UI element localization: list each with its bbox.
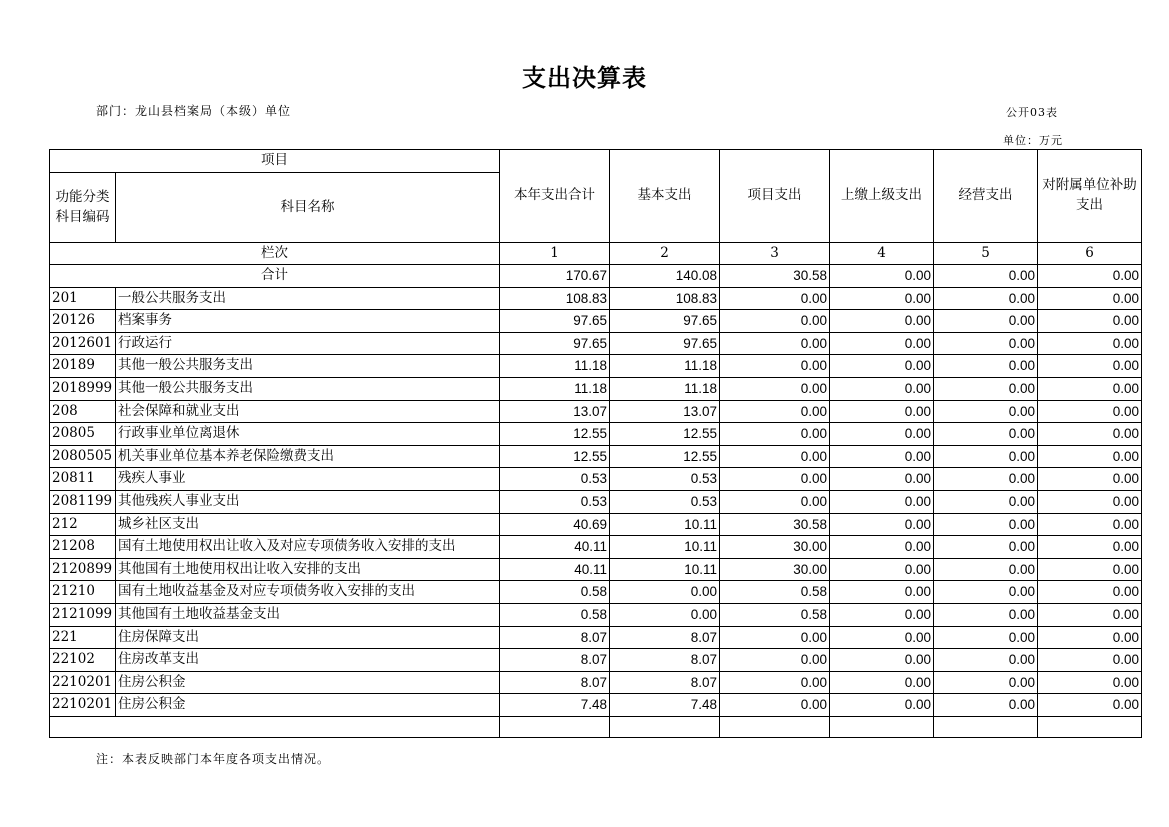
- subject-name: 机关事业单位基本养老保险缴费支出: [116, 445, 500, 468]
- amount-cell: 0.00: [934, 649, 1038, 672]
- amount-cell: 0.00: [830, 400, 934, 423]
- amount-cell: 0.00: [1038, 603, 1142, 626]
- amount-cell: 0.00: [720, 671, 830, 694]
- subject-name: 其他一般公共服务支出: [116, 355, 500, 378]
- amount-cell: 0.00: [830, 558, 934, 581]
- subject-name: 行政运行: [116, 332, 500, 355]
- amount-cell: 13.07: [500, 400, 610, 423]
- amount-cell: 0.00: [934, 310, 1038, 333]
- table-row: [50, 694, 1142, 717]
- amount-cell: 7.48: [610, 694, 720, 717]
- amount-cell: 0.00: [1038, 671, 1142, 694]
- amount-cell: 0.00: [1038, 423, 1142, 446]
- amount-cell: 0.00: [1038, 694, 1142, 717]
- col-subsidy-header: 对附属单位补助支出: [1038, 150, 1142, 243]
- amount-cell: 0.58: [500, 581, 610, 604]
- amount-cell: 0.00: [934, 626, 1038, 649]
- total-value: 0.00: [1038, 265, 1142, 288]
- col-business-header: 经营支出: [934, 150, 1038, 243]
- table-row: [50, 490, 1142, 513]
- amount-cell: 0.00: [830, 355, 934, 378]
- amount-cell: 0.00: [934, 558, 1038, 581]
- amount-cell: 0.53: [500, 468, 610, 491]
- subject-code: 201: [50, 287, 116, 310]
- amount-cell: 0.58: [720, 603, 830, 626]
- amount-cell: 0.00: [1038, 287, 1142, 310]
- amount-cell: 13.07: [610, 400, 720, 423]
- amount-cell: 8.07: [500, 626, 610, 649]
- table-row: [50, 513, 1142, 536]
- subject-code: 2018999: [50, 377, 116, 400]
- col-remit-header: 上缴上级支出: [830, 150, 934, 243]
- amount-cell: 0.00: [934, 513, 1038, 536]
- amount-cell: 7.48: [500, 694, 610, 717]
- empty-cell: [500, 716, 610, 737]
- table-row: [50, 581, 1142, 604]
- subject-code: 2012601: [50, 332, 116, 355]
- col-basic-header: 基本支出: [610, 150, 720, 243]
- table-row: [50, 377, 1142, 400]
- col-index: 2: [610, 243, 720, 265]
- col-index: 6: [1038, 243, 1142, 265]
- subject-name: 国有土地使用权出让收入及对应专项债务收入安排的支出: [116, 536, 500, 559]
- amount-cell: 0.00: [830, 445, 934, 468]
- func-code-header: 功能分类科目编码: [50, 173, 116, 243]
- col-index: 1: [500, 243, 610, 265]
- amount-cell: 8.07: [500, 649, 610, 672]
- amount-cell: 0.00: [830, 287, 934, 310]
- form-number: 公开03表: [1006, 106, 1058, 119]
- total-value: 170.67: [500, 265, 610, 288]
- subject-name: 城乡社区支出: [116, 513, 500, 536]
- amount-cell: 0.00: [830, 536, 934, 559]
- table-row: [50, 445, 1142, 468]
- amount-cell: 40.69: [500, 513, 610, 536]
- subject-name: 其他国有土地使用权出让收入安排的支出: [116, 558, 500, 581]
- subject-name: 国有土地收益基金及对应专项债务收入安排的支出: [116, 581, 500, 604]
- amount-cell: 0.00: [1038, 400, 1142, 423]
- subject-code: 2210201: [50, 671, 116, 694]
- col-total-header: 本年支出合计: [500, 150, 610, 243]
- amount-cell: 0.00: [830, 468, 934, 491]
- table-row: [50, 558, 1142, 581]
- amount-cell: 0.00: [934, 445, 1038, 468]
- total-value: 0.00: [934, 265, 1038, 288]
- empty-cell: [50, 716, 500, 737]
- table-row: [50, 603, 1142, 626]
- amount-cell: 40.11: [500, 536, 610, 559]
- amount-cell: 10.11: [610, 536, 720, 559]
- amount-cell: 12.55: [610, 423, 720, 446]
- amount-cell: 0.00: [720, 694, 830, 717]
- amount-cell: 0.00: [1038, 626, 1142, 649]
- table-row: [50, 355, 1142, 378]
- subject-name: 行政事业单位离退休: [116, 423, 500, 446]
- amount-cell: 0.53: [500, 490, 610, 513]
- amount-cell: 0.53: [610, 468, 720, 491]
- subject-name: 档案事务: [116, 310, 500, 333]
- amount-cell: 0.00: [830, 310, 934, 333]
- subject-code: 212: [50, 513, 116, 536]
- amount-cell: 12.55: [500, 423, 610, 446]
- subject-name: 住房改革支出: [116, 649, 500, 672]
- subject-code: 2121099: [50, 603, 116, 626]
- amount-cell: 0.00: [1038, 558, 1142, 581]
- total-row: [50, 265, 1142, 288]
- subject-code: 2210201: [50, 694, 116, 717]
- amount-cell: 0.00: [830, 671, 934, 694]
- table-row: [50, 649, 1142, 672]
- amount-cell: 0.00: [830, 490, 934, 513]
- amount-cell: 0.00: [934, 603, 1038, 626]
- amount-cell: 0.00: [934, 671, 1038, 694]
- amount-cell: 10.11: [610, 558, 720, 581]
- page-title: 支出决算表: [522, 64, 647, 92]
- unit-label: 单位：万元: [1003, 134, 1063, 147]
- amount-cell: 0.00: [830, 423, 934, 446]
- col-index: 3: [720, 243, 830, 265]
- subject-code: 20805: [50, 423, 116, 446]
- amount-cell: 0.00: [1038, 513, 1142, 536]
- amount-cell: 97.65: [500, 310, 610, 333]
- subject-code: 2081199: [50, 490, 116, 513]
- amount-cell: 0.00: [1038, 581, 1142, 604]
- amount-cell: 97.65: [610, 332, 720, 355]
- table-row: [50, 626, 1142, 649]
- amount-cell: 12.55: [500, 445, 610, 468]
- col-project-header: 项目支出: [720, 150, 830, 243]
- amount-cell: 0.00: [830, 649, 934, 672]
- amount-cell: 0.00: [1038, 355, 1142, 378]
- table-row: [50, 310, 1142, 333]
- amount-cell: 8.07: [610, 626, 720, 649]
- amount-cell: 0.00: [830, 513, 934, 536]
- amount-cell: 97.65: [610, 310, 720, 333]
- amount-cell: 0.58: [500, 603, 610, 626]
- subject-name: 住房公积金: [116, 694, 500, 717]
- total-value: 30.58: [720, 265, 830, 288]
- amount-cell: 0.00: [934, 332, 1038, 355]
- amount-cell: 0.00: [720, 400, 830, 423]
- subject-name: 住房保障支出: [116, 626, 500, 649]
- amount-cell: 10.11: [610, 513, 720, 536]
- amount-cell: 0.00: [1038, 310, 1142, 333]
- amount-cell: 0.00: [830, 603, 934, 626]
- amount-cell: 0.00: [720, 468, 830, 491]
- amount-cell: 0.00: [1038, 332, 1142, 355]
- col-index: 5: [934, 243, 1038, 265]
- amount-cell: 0.58: [720, 581, 830, 604]
- empty-cell: [1038, 716, 1142, 737]
- subject-code: 21210: [50, 581, 116, 604]
- total-value: 140.08: [610, 265, 720, 288]
- amount-cell: 11.18: [610, 355, 720, 378]
- amount-cell: 0.00: [1038, 445, 1142, 468]
- amount-cell: 0.00: [1038, 377, 1142, 400]
- amount-cell: 30.00: [720, 536, 830, 559]
- subject-code: 20811: [50, 468, 116, 491]
- amount-cell: 0.00: [720, 649, 830, 672]
- amount-cell: 12.55: [610, 445, 720, 468]
- amount-cell: 0.00: [720, 310, 830, 333]
- amount-cell: 0.00: [830, 694, 934, 717]
- subject-name: 一般公共服务支出: [116, 287, 500, 310]
- amount-cell: 0.00: [720, 490, 830, 513]
- amount-cell: 0.00: [720, 377, 830, 400]
- amount-cell: 0.00: [934, 468, 1038, 491]
- amount-cell: 0.00: [610, 603, 720, 626]
- amount-cell: 108.83: [500, 287, 610, 310]
- amount-cell: 0.00: [1038, 490, 1142, 513]
- amount-cell: 0.00: [610, 581, 720, 604]
- amount-cell: 0.00: [934, 377, 1038, 400]
- table-row: [50, 423, 1142, 446]
- total-label: 合计: [50, 265, 500, 288]
- amount-cell: 0.00: [830, 581, 934, 604]
- empty-cell: [720, 716, 830, 737]
- subject-name: 其他国有土地收益基金支出: [116, 603, 500, 626]
- amount-cell: 0.00: [934, 536, 1038, 559]
- amount-cell: 0.00: [934, 400, 1038, 423]
- amount-cell: 0.00: [720, 423, 830, 446]
- subject-code: 2080505: [50, 445, 116, 468]
- amount-cell: 0.00: [1038, 649, 1142, 672]
- subject-name-header: 科目名称: [116, 173, 500, 243]
- table-row: [50, 468, 1142, 491]
- amount-cell: 0.00: [720, 445, 830, 468]
- amount-cell: 0.53: [610, 490, 720, 513]
- empty-cell: [934, 716, 1038, 737]
- amount-cell: 0.00: [1038, 468, 1142, 491]
- department-label: 部门：龙山县档案局（本级）单位: [96, 104, 292, 118]
- amount-cell: 0.00: [830, 626, 934, 649]
- col-index: 4: [830, 243, 934, 265]
- amount-cell: 11.18: [500, 355, 610, 378]
- table-row: [50, 536, 1142, 559]
- amount-cell: 0.00: [934, 490, 1038, 513]
- amount-cell: 0.00: [1038, 536, 1142, 559]
- amount-cell: 0.00: [934, 694, 1038, 717]
- empty-cell: [610, 716, 720, 737]
- subject-code: 21208: [50, 536, 116, 559]
- amount-cell: 0.00: [934, 581, 1038, 604]
- amount-cell: 0.00: [720, 626, 830, 649]
- subject-name: 住房公积金: [116, 671, 500, 694]
- expenditure-table: [49, 149, 1142, 738]
- subject-code: 2120899: [50, 558, 116, 581]
- amount-cell: 0.00: [934, 423, 1038, 446]
- subject-code: 221: [50, 626, 116, 649]
- amount-cell: 11.18: [610, 377, 720, 400]
- amount-cell: 0.00: [720, 355, 830, 378]
- amount-cell: 0.00: [720, 287, 830, 310]
- amount-cell: 30.58: [720, 513, 830, 536]
- subject-code: 20189: [50, 355, 116, 378]
- amount-cell: 11.18: [500, 377, 610, 400]
- amount-cell: 8.07: [610, 671, 720, 694]
- project-header: 项目: [50, 150, 500, 173]
- subject-name: 其他一般公共服务支出: [116, 377, 500, 400]
- table-row: [50, 287, 1142, 310]
- table-row: [50, 332, 1142, 355]
- amount-cell: 0.00: [830, 332, 934, 355]
- subject-code: 22102: [50, 649, 116, 672]
- subject-name: 社会保障和就业支出: [116, 400, 500, 423]
- empty-cell: [830, 716, 934, 737]
- amount-cell: 40.11: [500, 558, 610, 581]
- total-value: 0.00: [830, 265, 934, 288]
- amount-cell: 0.00: [830, 377, 934, 400]
- subject-code: 208: [50, 400, 116, 423]
- row-index-label: 栏次: [50, 243, 500, 265]
- amount-cell: 0.00: [934, 355, 1038, 378]
- subject-name: 残疾人事业: [116, 468, 500, 491]
- amount-cell: 0.00: [934, 287, 1038, 310]
- amount-cell: 97.65: [500, 332, 610, 355]
- table-row: [50, 400, 1142, 423]
- amount-cell: 108.83: [610, 287, 720, 310]
- amount-cell: 8.07: [500, 671, 610, 694]
- table-row: [50, 671, 1142, 694]
- subject-code: 20126: [50, 310, 116, 333]
- footnote: 注：本表反映部门本年度各项支出情况。: [96, 752, 331, 766]
- amount-cell: 30.00: [720, 558, 830, 581]
- empty-row: [50, 716, 1142, 737]
- amount-cell: 8.07: [610, 649, 720, 672]
- subject-name: 其他残疾人事业支出: [116, 490, 500, 513]
- amount-cell: 0.00: [720, 332, 830, 355]
